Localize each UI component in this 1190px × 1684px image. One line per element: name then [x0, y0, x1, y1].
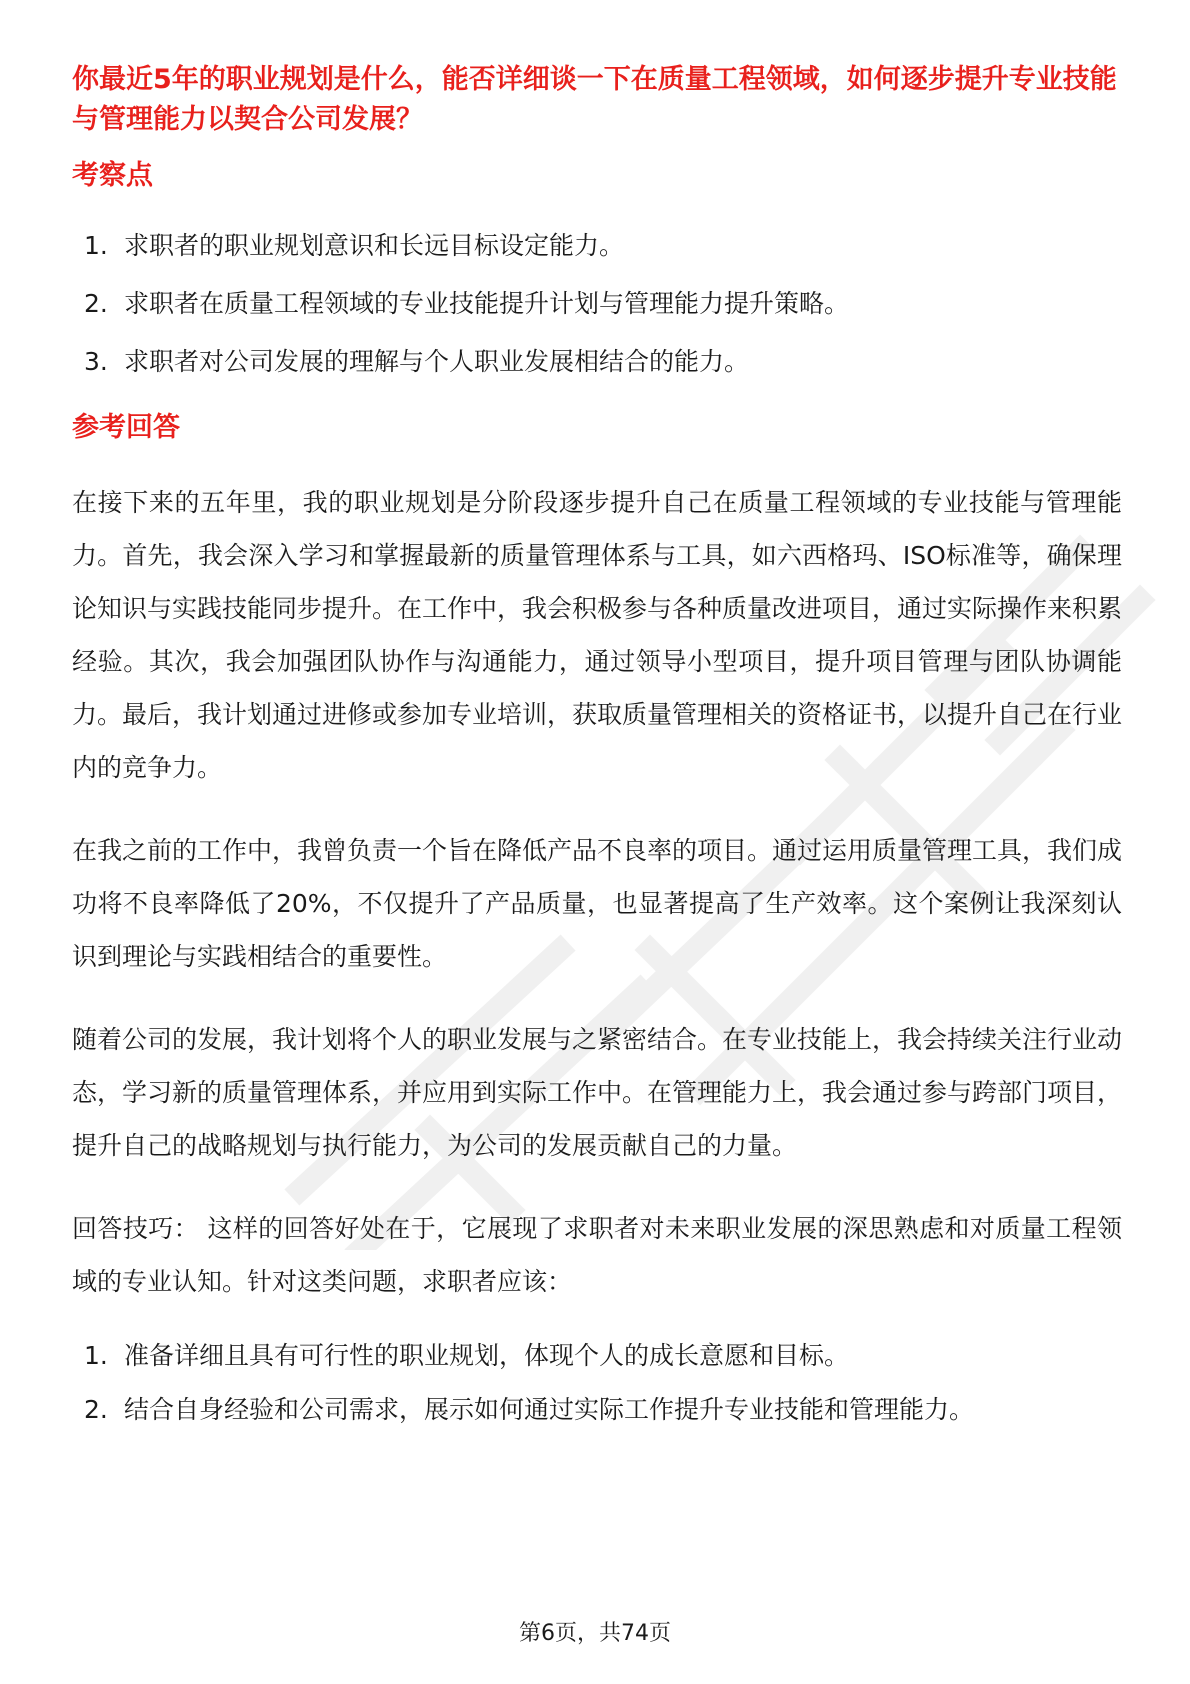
list-item	[72, 286, 1122, 322]
list-item-text: 求职者对公司发展的理解与个人职业发展相结合的能力。	[124, 347, 750, 376]
list-item	[72, 228, 1122, 264]
answer-paragraph: 在接下来的五年里，我的职业规划是分阶段逐步提升自己在质量工程领域的专业技能与管理能力。首先，我会深入学习和掌握最新的质量管理体系与工具，如六西格玛、ISO标准等，确保理论知识与实践技能同步提升。在工作中，我会积极参与各种质量改进项目，通过实际操作来积累经验。其次，我会加强团队协作与沟通能力，通过领导小型项目，提升项目管理与团队协调能力。最后，我计划通过进修或参加专业培训，获取质量管理相关的资格证书，以提升自己在行业内的竞争力。	[72, 488, 1123, 782]
list-item-text: 求职者的职业规划意识和长远目标设定能力。	[124, 231, 625, 260]
list-number: 1.	[84, 231, 108, 260]
list-item-text: 结合自身经验和公司需求，展示如何通过实际工作提升专业技能和管理能力。	[124, 1395, 975, 1424]
document-content	[72, 60, 1122, 1428]
question-heading: 你最近5年的职业规划是什么，能否详细谈一下在质量工程领域，如何逐步提升专业技能与管理能力以契合公司发展？	[72, 64, 1117, 135]
answer-tips-list	[72, 1338, 1122, 1428]
list-item	[72, 344, 1122, 380]
list-number: 2.	[84, 1395, 108, 1424]
answer-paragraph: 随着公司的发展，我计划将个人的职业发展与之紧密结合。在专业技能上，我会持续关注行业动态，学习新的质量管理体系，并应用到实际工作中。在管理能力上，我会通过参与跨部门项目，提升自己的战略规划与执行能力，为公司的发展贡献自己的力量。	[72, 1025, 1123, 1160]
list-number: 3.	[84, 347, 108, 376]
list-item-text: 求职者在质量工程领域的专业技能提升计划与管理能力提升策略。	[124, 289, 850, 318]
section-title-reference-answer: 参考回答	[72, 412, 180, 443]
list-item-text: 准备详细且具有可行性的职业规划，体现个人的成长意愿和目标。	[124, 1341, 850, 1370]
answer-paragraph: 在我之前的工作中，我曾负责一个旨在降低产品不良率的项目。通过运用质量管理工具，我们成功将不良率降低了20%，不仅提升了产品质量，也显著提高了生产效率。这个案例让我深刻认识到理论与实践相结合的重要性。	[72, 836, 1123, 971]
assessment-points-list	[72, 228, 1122, 380]
list-number: 2.	[84, 289, 108, 318]
list-number: 1.	[84, 1341, 108, 1370]
answer-tips-paragraph: 回答技巧： 这样的回答好处在于，它展现了求职者对未来职业发展的深思熟虑和对质量工程领域的专业认知。针对这类问题，求职者应该：	[72, 1214, 1122, 1296]
section-title-assessment-points: 考察点	[72, 160, 153, 191]
list-item	[72, 1392, 1122, 1428]
page-footer: 第6页，共74页	[519, 1621, 671, 1646]
list-item	[72, 1338, 1122, 1374]
